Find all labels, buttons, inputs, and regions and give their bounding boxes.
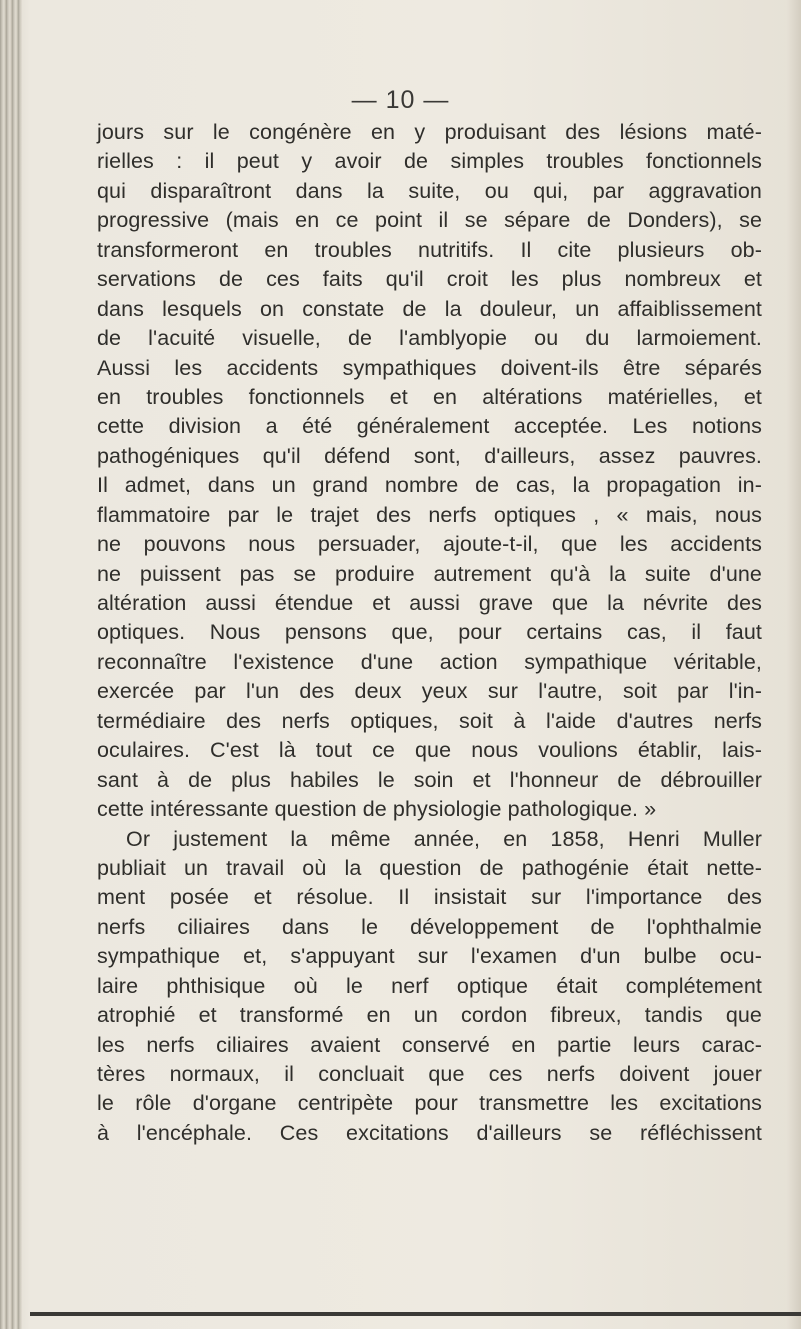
text-line: les nerfs ciliaires avaient conservé en partie leurs carac- — [97, 1032, 762, 1057]
text-line: servations de ces faits qu'il croit les plus nombreux et — [97, 267, 762, 292]
text-line: le rôle d'organe centripète pour transmettre les excitations — [97, 1091, 762, 1116]
text-line: oculaires. C'est là tout ce que nous voulions établir, lais- — [97, 738, 762, 763]
text-line: Or justement la même année, en 1858, Henri Muller — [126, 826, 762, 851]
text-line: progressive (mais en ce point il se sépare de Donders), se — [97, 208, 762, 233]
text-line: dans lesquels on constate de la douleur, un affaiblissement — [97, 296, 762, 321]
text-line: atrophié et transformé en un cordon fibreux, tandis que — [97, 1003, 762, 1028]
text-line: jours sur le congénère en y produisant des lésions maté- — [97, 120, 762, 144]
text-line: ment posée et résolue. Il insistait sur l'importance des — [97, 885, 762, 910]
body-text — [97, 118, 762, 1148]
text-line: sympathique et, s'appuyant sur l'examen d'un bulbe ocu- — [97, 944, 762, 969]
text-line: cette intéressante question de physiologie pathologique. » — [97, 797, 657, 822]
text-line: qui disparaîtront dans la suite, ou qui, par aggravation — [97, 178, 762, 203]
bottom-edge-rule — [30, 1312, 801, 1316]
page-edge — [787, 0, 801, 1329]
text-line: Il admet, dans un grand nombre de cas, la propagation in- — [97, 473, 762, 498]
text-line: cette division a été généralement acceptée. Les notions — [97, 414, 762, 439]
text-line: reconnaître l'existence d'une action sympathique véritable, — [97, 649, 762, 674]
text-line: ne puissent pas se produire autrement qu'à la suite d'une — [97, 561, 762, 586]
text-line: tères normaux, il concluait que ces nerfs doivent jouer — [97, 1062, 762, 1086]
text-line: de l'acuité visuelle, de l'amblyopie ou du larmoiement. — [97, 326, 762, 351]
text-line: nerfs ciliaires dans le développement de l'ophthalmie — [97, 914, 762, 939]
book-spine-shadow — [0, 0, 22, 1329]
text-line: en troubles fonctionnels et en altérations matérielles, et — [97, 384, 762, 409]
text-line: ne pouvons nous persuader, ajoute-t-il, que les accidents — [97, 532, 762, 557]
text-line: optiques. Nous pensons que, pour certains cas, il faut — [97, 620, 762, 645]
text-line: transformeront en troubles nutritifs. Il cite plusieurs ob- — [97, 237, 762, 262]
text-line: rielles : il peut y avoir de simples troubles fonctionnels — [97, 149, 762, 174]
text-line: exercée par l'un des deux yeux sur l'autre, soit par l'in- — [97, 679, 762, 704]
text-line: termédiaire des nerfs optiques, soit à l'aide d'autres nerfs — [97, 708, 762, 733]
text-line: publiait un travail où la question de pathogénie était nette- — [97, 855, 762, 880]
text-line: flammatoire par le trajet des nerfs optiques , « mais, nous — [97, 502, 762, 527]
text-line: altération aussi étendue et aussi grave que la névrite des — [97, 591, 762, 615]
page-number: — 10 — — [351, 86, 450, 114]
text-line: Aussi les accidents sympathiques doivent-ils être séparés — [97, 355, 762, 380]
text-line: pathogéniques qu'il défend sont, d'ailleurs, assez pauvres. — [97, 443, 762, 468]
text-line: sant à de plus habiles le soin et l'honneur de débrouiller — [97, 767, 762, 792]
text-line: à l'encéphale. Ces excitations d'ailleurs se réfléchissent — [97, 1120, 762, 1145]
text-line: laire phthisique où le nerf optique était complétement — [97, 973, 762, 998]
